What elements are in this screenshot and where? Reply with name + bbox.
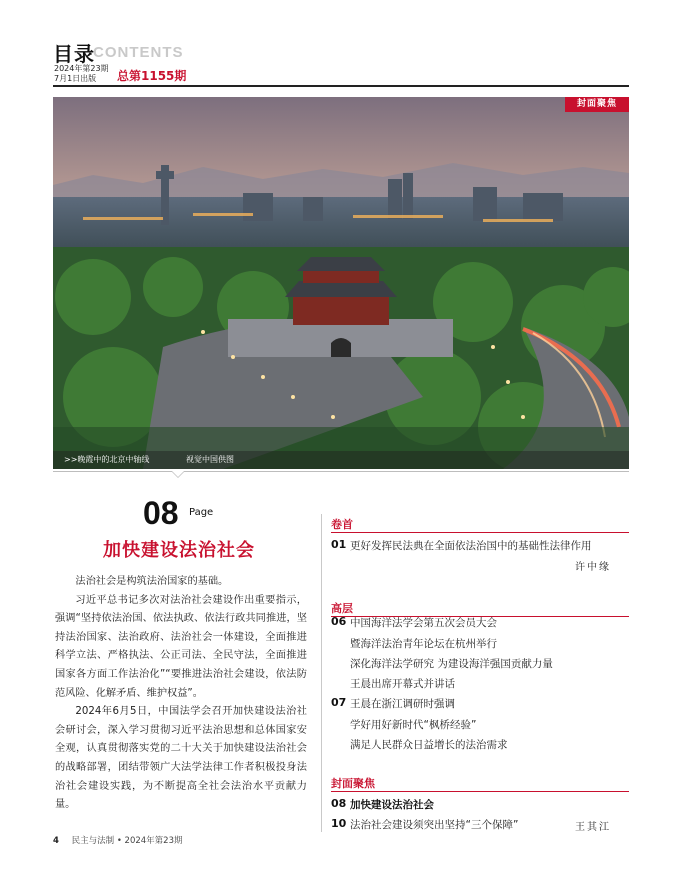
page-number: 4 [53,836,59,846]
toc-entry-author: 王其江 [575,822,611,833]
cover-photo [53,97,629,469]
toc-entry-number[interactable]: 06 [331,615,347,628]
feature-paragraph: 法治社会是构筑法治国家的基础。 [75,576,229,587]
issue-date [54,64,109,84]
feature-page-number: 08 [143,495,179,531]
photo-divider [53,471,629,472]
toc-entry-title[interactable]: 学好用好新时代“枫桥经验” [350,719,477,731]
feature-title: 加快建设法治社会 [103,540,255,561]
toc-entry-number[interactable]: 10 [331,817,347,830]
toc-entry-number[interactable]: 01 [331,538,347,551]
toc-entry-number[interactable]: 08 [331,797,347,810]
toc-section-rule [331,791,629,792]
issue-date-line1: 2024年第23期 [54,64,109,73]
toc-entry-title[interactable]: 王晨出席开幕式并讲话 [350,678,455,690]
toc-entry-title[interactable]: 加快建设法治社会 [350,799,434,811]
toc-section-juanshou: 卷首 [331,518,353,531]
toc-entry-author: 许中缘 [575,562,611,573]
toc-entry-title[interactable]: 王晨在浙江调研时强调 [350,698,455,710]
header-divider [53,85,629,87]
cover-photo-illustration [53,97,629,469]
photo-credit: 视觉中国供图 [186,455,234,464]
page-title: 目录 [53,42,95,66]
cover-focus-badge: 封面聚焦 [565,97,629,112]
toc-section-gaoceng: 高层 [331,602,353,615]
issue-total-number: 总第1155期 [117,69,187,83]
divider-notch-inner [172,471,184,477]
toc-entry-title[interactable]: 暨海洋法治青年论坛在杭州举行 [350,638,497,650]
toc-section-fengmian: 封面聚焦 [331,777,375,790]
feature-page-label: Page [189,507,214,518]
column-divider [321,514,322,832]
toc-entry-title[interactable]: 深化海洋法学研究 为建设海洋强国贡献力量 [350,658,553,670]
feature-paragraph: 习近平总书记多次对法治社会建设作出重要指示，强调“坚持依法治国、依法执政、依法行政共同推进，坚持法治国家、法治政府、法治社会一体建设，全面推进科学立法、严格执法、公正司法、全民守法，全面推进国家各方面工作法治化”“要推进法治社会建设，依法防范风险、化解矛盾、维护权益”。 [55,594,307,699]
page-footer [53,834,183,846]
footer-publication: 民主与法制 • 2024年第23期 [71,836,183,846]
toc-section-rule [331,532,629,533]
page-title-english: CONTENTS [93,44,184,61]
toc-entry-title[interactable]: 更好发挥民法典在全面依法治国中的基础性法律作用 [350,540,592,552]
photo-caption: >>晚霞中的北京中轴线 [64,455,150,464]
feature-paragraph: 2024年6月5日，中国法学会召开加快建设法治社会研讨会，深入学习贯彻习近平法治思想和总体国家安全观，认真贯彻落实党的二十大关于加快建设法治社会的战略部署，团结带领广大法学法律工作者积极投身法治社会建设实践，为不断提高全社会法治水平贡献力量。 [55,706,307,811]
toc-entry-title[interactable]: 满足人民群众日益增长的法治需求 [350,739,508,751]
feature-body [55,573,307,815]
toc-entry-title[interactable]: 法治社会建设须突出坚持“三个保障” [350,819,519,831]
toc-entry-title[interactable]: 中国海洋法学会第五次会员大会 [350,617,497,629]
toc-entry-number[interactable]: 07 [331,696,347,709]
issue-date-line2: 7月1日出版 [54,74,97,83]
